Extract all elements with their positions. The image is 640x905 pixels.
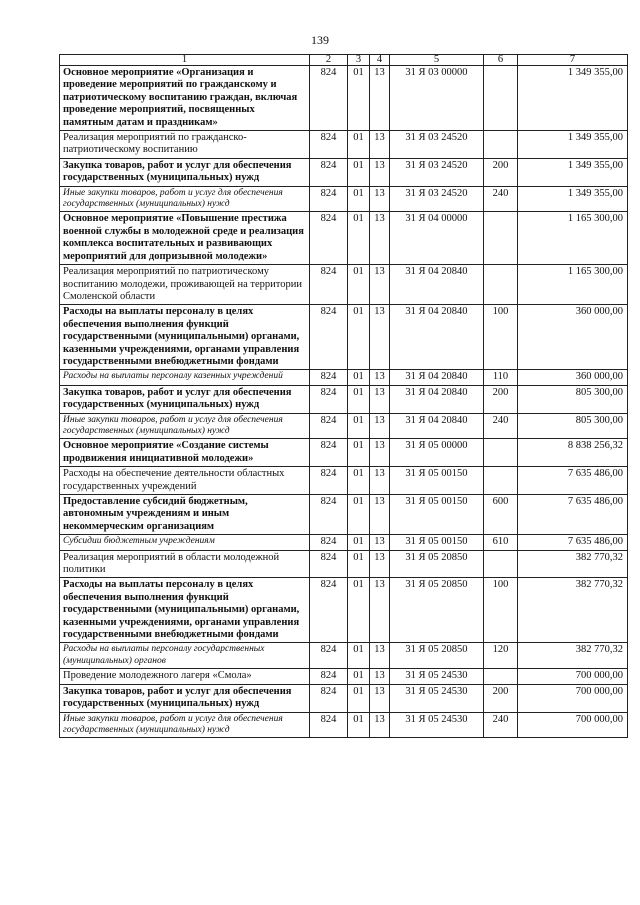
row-name-cell: Реализация мероприятий по гражданско-патриотическому воспитанию	[60, 131, 310, 159]
subsection-cell: 13	[370, 684, 390, 712]
table-row	[60, 643, 628, 669]
budget-table	[59, 54, 628, 738]
admin-code-cell: 824	[310, 305, 348, 370]
subsection-cell: 13	[370, 535, 390, 550]
subsection-cell: 13	[370, 385, 390, 413]
header-cell: 5	[390, 55, 484, 66]
subsection-cell: 13	[370, 370, 390, 385]
section-cell: 01	[348, 413, 370, 439]
table-row	[60, 265, 628, 305]
target-article-cell: 31 Я 05 20850	[390, 643, 484, 669]
amount-cell: 382 770,32	[518, 578, 628, 643]
target-article-cell: 31 Я 04 20840	[390, 305, 484, 370]
table-row	[60, 131, 628, 159]
expense-type-cell: 600	[484, 495, 518, 535]
table-row	[60, 684, 628, 712]
row-name-cell: Реализация мероприятий в области молодежной политики	[60, 550, 310, 578]
section-cell: 01	[348, 550, 370, 578]
admin-code-cell: 824	[310, 370, 348, 385]
target-article-cell: 31 Я 04 20840	[390, 265, 484, 305]
row-name-cell: Основное мероприятие «Организация и проведение мероприятий по гражданскому и патриотическому воспитанию граждан, включая проведение мероприятий, посвященных памятным датам и праздникам»	[60, 66, 310, 131]
admin-code-cell: 824	[310, 131, 348, 159]
amount-cell: 1 349 355,00	[518, 131, 628, 159]
section-cell: 01	[348, 684, 370, 712]
subsection-cell: 13	[370, 413, 390, 439]
admin-code-cell: 824	[310, 684, 348, 712]
section-cell: 01	[348, 385, 370, 413]
amount-cell: 382 770,32	[518, 643, 628, 669]
amount-cell: 1 349 355,00	[518, 186, 628, 212]
subsection-cell: 13	[370, 439, 390, 467]
row-name-cell: Иные закупки товаров, работ и услуг для обеспечения государственных (муниципальных) нужд	[60, 186, 310, 212]
table-row	[60, 439, 628, 467]
target-article-cell: 31 Я 05 20850	[390, 550, 484, 578]
target-article-cell: 31 Я 05 20850	[390, 578, 484, 643]
target-article-cell: 31 Я 04 20840	[390, 370, 484, 385]
expense-type-cell	[484, 131, 518, 159]
subsection-cell: 13	[370, 265, 390, 305]
subsection-cell: 13	[370, 495, 390, 535]
expense-type-cell	[484, 550, 518, 578]
section-cell: 01	[348, 265, 370, 305]
amount-cell: 8 838 256,32	[518, 439, 628, 467]
amount-cell: 700 000,00	[518, 712, 628, 738]
expense-type-cell: 240	[484, 186, 518, 212]
section-cell: 01	[348, 370, 370, 385]
admin-code-cell: 824	[310, 186, 348, 212]
table-row	[60, 158, 628, 186]
admin-code-cell: 824	[310, 265, 348, 305]
subsection-cell: 13	[370, 669, 390, 684]
subsection-cell: 13	[370, 131, 390, 159]
subsection-cell: 13	[370, 712, 390, 738]
target-article-cell: 31 Я 03 24520	[390, 131, 484, 159]
section-cell: 01	[348, 158, 370, 186]
expense-type-cell	[484, 212, 518, 265]
section-cell: 01	[348, 66, 370, 131]
row-name-cell: Расходы на выплаты персоналу в целях обеспечения выполнения функций государственными (муниципальными) органами, казенными учреждениями, органами управления государственными внебюджетными фондами	[60, 305, 310, 370]
table-row	[60, 385, 628, 413]
row-name-cell: Основное мероприятие «Повышение престижа военной службы в молодежной среде и реализация комплекса воспитательных и развивающих мероприятий для допризывной молодежи»	[60, 212, 310, 265]
admin-code-cell: 824	[310, 578, 348, 643]
table-row	[60, 305, 628, 370]
admin-code-cell: 824	[310, 550, 348, 578]
row-name-cell: Предоставление субсидий бюджетным, автономным учреждениям и иным некоммерческим организациям	[60, 495, 310, 535]
target-article-cell: 31 Я 05 24530	[390, 712, 484, 738]
target-article-cell: 31 Я 05 00150	[390, 495, 484, 535]
amount-cell: 360 000,00	[518, 370, 628, 385]
page-number: 139	[311, 33, 329, 47]
target-article-cell: 31 Я 05 00000	[390, 439, 484, 467]
expense-type-cell: 200	[484, 158, 518, 186]
table-row	[60, 495, 628, 535]
target-article-cell: 31 Я 04 00000	[390, 212, 484, 265]
section-cell: 01	[348, 643, 370, 669]
expense-type-cell: 110	[484, 370, 518, 385]
table-row	[60, 413, 628, 439]
header-cell: 1	[60, 55, 310, 66]
subsection-cell: 13	[370, 550, 390, 578]
target-article-cell: 31 Я 04 20840	[390, 385, 484, 413]
expense-type-cell: 100	[484, 578, 518, 643]
amount-cell: 360 000,00	[518, 305, 628, 370]
admin-code-cell: 824	[310, 712, 348, 738]
admin-code-cell: 824	[310, 212, 348, 265]
admin-code-cell: 824	[310, 669, 348, 684]
expense-type-cell	[484, 669, 518, 684]
section-cell: 01	[348, 305, 370, 370]
amount-cell: 1 349 355,00	[518, 66, 628, 131]
subsection-cell: 13	[370, 467, 390, 495]
target-article-cell: 31 Я 04 20840	[390, 413, 484, 439]
row-name-cell: Иные закупки товаров, работ и услуг для обеспечения государственных (муниципальных) нужд	[60, 712, 310, 738]
subsection-cell: 13	[370, 305, 390, 370]
admin-code-cell: 824	[310, 439, 348, 467]
expense-type-cell: 610	[484, 535, 518, 550]
header-row	[60, 55, 628, 66]
row-name-cell: Расходы на выплаты персоналу государственных (муниципальных) органов	[60, 643, 310, 669]
row-name-cell: Закупка товаров, работ и услуг для обеспечения государственных (муниципальных) нужд	[60, 158, 310, 186]
admin-code-cell: 824	[310, 495, 348, 535]
table-row	[60, 669, 628, 684]
header-cell: 7	[518, 55, 628, 66]
admin-code-cell: 824	[310, 535, 348, 550]
expense-type-cell: 120	[484, 643, 518, 669]
table-row	[60, 370, 628, 385]
amount-cell: 382 770,32	[518, 550, 628, 578]
amount-cell: 700 000,00	[518, 669, 628, 684]
section-cell: 01	[348, 712, 370, 738]
row-name-cell: Закупка товаров, работ и услуг для обеспечения государственных (муниципальных) нужд	[60, 385, 310, 413]
amount-cell: 7 635 486,00	[518, 467, 628, 495]
expense-type-cell	[484, 439, 518, 467]
amount-cell: 1 165 300,00	[518, 212, 628, 265]
header-cell: 2	[310, 55, 348, 66]
table-row	[60, 186, 628, 212]
amount-cell: 7 635 486,00	[518, 535, 628, 550]
row-name-cell: Расходы на выплаты персоналу казенных учреждений	[60, 370, 310, 385]
target-article-cell: 31 Я 05 24530	[390, 684, 484, 712]
section-cell: 01	[348, 186, 370, 212]
row-name-cell: Субсидии бюджетным учреждениям	[60, 535, 310, 550]
table-row	[60, 535, 628, 550]
table-row	[60, 550, 628, 578]
admin-code-cell: 824	[310, 385, 348, 413]
table-row	[60, 712, 628, 738]
admin-code-cell: 824	[310, 643, 348, 669]
target-article-cell: 31 Я 03 00000	[390, 66, 484, 131]
expense-type-cell	[484, 265, 518, 305]
amount-cell: 1 349 355,00	[518, 158, 628, 186]
table-row	[60, 66, 628, 131]
target-article-cell: 31 Я 05 00150	[390, 467, 484, 495]
amount-cell: 700 000,00	[518, 684, 628, 712]
target-article-cell: 31 Я 03 24520	[390, 158, 484, 186]
section-cell: 01	[348, 467, 370, 495]
subsection-cell: 13	[370, 643, 390, 669]
section-cell: 01	[348, 578, 370, 643]
row-name-cell: Реализация мероприятий по патриотическому воспитанию молодежи, проживающей на территории Смоленской области	[60, 265, 310, 305]
expense-type-cell: 200	[484, 385, 518, 413]
row-name-cell: Основное мероприятие «Создание системы продвижения инициативной молодежи»	[60, 439, 310, 467]
section-cell: 01	[348, 439, 370, 467]
expense-type-cell: 240	[484, 712, 518, 738]
row-name-cell: Иные закупки товаров, работ и услуг для обеспечения государственных (муниципальных) нужд	[60, 413, 310, 439]
target-article-cell: 31 Я 03 24520	[390, 186, 484, 212]
target-article-cell: 31 Я 05 00150	[390, 535, 484, 550]
section-cell: 01	[348, 495, 370, 535]
amount-cell: 1 165 300,00	[518, 265, 628, 305]
section-cell: 01	[348, 131, 370, 159]
expense-type-cell: 200	[484, 684, 518, 712]
row-name-cell: Расходы на выплаты персоналу в целях обеспечения выполнения функций государственными (муниципальными) органами, казенными учреждениями, органами управления государственными внебюджетными фондами	[60, 578, 310, 643]
subsection-cell: 13	[370, 158, 390, 186]
section-cell: 01	[348, 535, 370, 550]
header-cell: 6	[484, 55, 518, 66]
section-cell: 01	[348, 669, 370, 684]
subsection-cell: 13	[370, 212, 390, 265]
expense-type-cell: 240	[484, 413, 518, 439]
header-cell: 4	[370, 55, 390, 66]
target-article-cell: 31 Я 05 24530	[390, 669, 484, 684]
table-row	[60, 578, 628, 643]
admin-code-cell: 824	[310, 467, 348, 495]
section-cell: 01	[348, 212, 370, 265]
amount-cell: 805 300,00	[518, 385, 628, 413]
row-name-cell: Расходы на обеспечение деятельности областных государственных учреждений	[60, 467, 310, 495]
table-row	[60, 467, 628, 495]
admin-code-cell: 824	[310, 413, 348, 439]
admin-code-cell: 824	[310, 158, 348, 186]
table-row	[60, 212, 628, 265]
row-name-cell: Закупка товаров, работ и услуг для обеспечения государственных (муниципальных) нужд	[60, 684, 310, 712]
expense-type-cell	[484, 66, 518, 131]
subsection-cell: 13	[370, 578, 390, 643]
expense-type-cell	[484, 467, 518, 495]
admin-code-cell: 824	[310, 66, 348, 131]
subsection-cell: 13	[370, 186, 390, 212]
expense-type-cell: 100	[484, 305, 518, 370]
header-cell: 3	[348, 55, 370, 66]
amount-cell: 7 635 486,00	[518, 495, 628, 535]
amount-cell: 805 300,00	[518, 413, 628, 439]
subsection-cell: 13	[370, 66, 390, 131]
row-name-cell: Проведение молодежного лагеря «Смола»	[60, 669, 310, 684]
